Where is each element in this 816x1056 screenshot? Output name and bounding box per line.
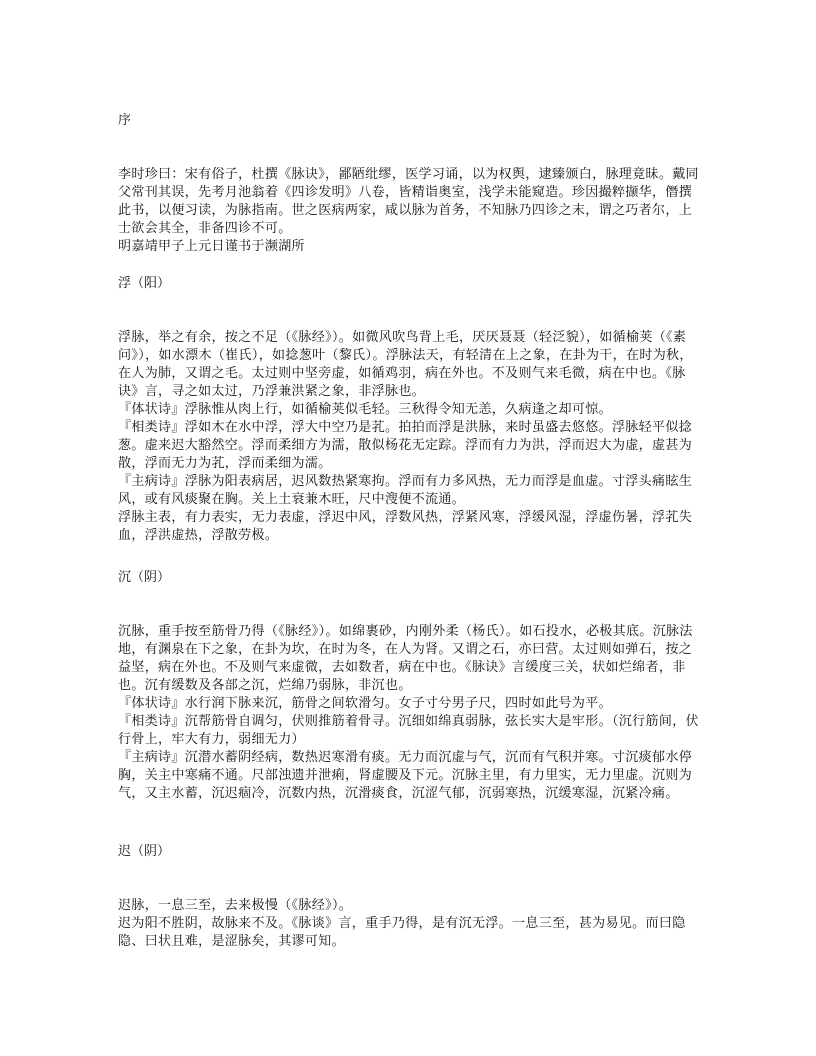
preface-paragraph: 李时珍曰：宋有俗子，杜撰《脉诀》，鄙陋纰缪，医学习诵，以为权舆，逮臻颁白，脉理竟昧。戴同父常刊其误，先考月池翁着《四诊发明》八卷，皆精诣奥室，浅学未能窥造。珍因撮粹撷华，僭撰此书，以便习读，为脉指南。世之医病两家，咸以脉为首务，不知脉乃四诊之末，谓之巧者尔，上士欲会其全，非备四诊不可。 (118, 167, 699, 236)
preface-signature: 明嘉靖甲子上元日谨书于濒湖所 (118, 239, 305, 254)
section-title-chen: 沉（阴） (118, 570, 171, 585)
poem-disease: 『主病诗』浮脉为阳表病居，迟风数热紧寒拘。浮而有力多风热，无力而浮是血虚。寸浮头痛眩生风，或有风痰聚在胸。关上土衰兼木旺，尺中溲便不流通。 (118, 474, 693, 507)
paragraph: 浮脉，举之有余，按之不足（《脉经》）。如微风吹鸟背上毛，厌厌聂聂（轻泛貌），如循榆荚（《素问》），如水漂木（崔氏），如捻葱叶（黎氏）。浮脉法天，有轻清在上之象，在卦为干，在时为秋，在人为肺，又谓之毛。太过则中坚旁虚，如循鸡羽，病在外也。不及则气来毛微，病在中也。《脉诀》言，寻之如太过，乃浮兼洪紧之象，非浮脉也。 (118, 330, 693, 399)
section-title-fu: 浮（阳） (118, 276, 171, 291)
poem-similar: 『相类诗』浮如木在水中浮，浮大中空乃是芤。拍拍而浮是洪脉，来时虽盛去悠悠。浮脉轻平似捻葱。虚来迟大豁然空。浮而柔细方为濡，散似杨花无定踪。浮而有力为洪，浮而迟大为虚，虚甚为散，浮而无力为芤，浮而柔细为濡。 (118, 420, 693, 471)
section-body-chen (118, 623, 700, 803)
poem-form: 『体状诗』水行润下脉来沉，筋骨之间软滑匀。女子寸兮男子尺，四时如此号为平。 (118, 696, 612, 711)
preface-body (118, 166, 700, 256)
poem-form: 『体状诗』浮脉惟从肉上行，如循榆荚似毛轻。三秋得令知无恙，久病逢之却可惊。 (118, 402, 612, 417)
section-title-chi: 迟（阴） (118, 844, 171, 859)
paragraph: 迟为阳不胜阴，故脉来不及。《脉谈》言，重手乃得，是有沉无浮。一息三至，甚为易见。而曰隐隐、曰状且难，是涩脉矣，其谬可知。 (118, 916, 686, 949)
preface-title: 序 (118, 113, 132, 128)
section-body-fu (118, 329, 700, 545)
poem-similar: 『相类诗』沉帮筋骨自调匀，伏则推筋着骨寻。沉细如绵真弱脉，弦长实大是牢形。（沉行筋间，伏行骨上，牢大有力，弱细无力） (118, 714, 699, 747)
section-body-chi (118, 897, 700, 951)
paragraph: 沉脉，重手按至筋骨乃得（《脉经》）。如绵裹砂，内刚外柔（杨氏）。如石投水，必极其底。沉脉法地，有渊泉在下之象，在卦为坎，在时为冬，在人为肾。又谓之石，亦曰营。太过则如弹石，按之益坚，病在外也。不及则气来虚微，去如数者，病在中也。《脉诀》言缓度三关，状如烂绵者，非也。沉有缓数及各部之沉，烂绵乃弱脉，非沉也。 (118, 624, 693, 693)
poem-disease: 『主病诗』沉潜水蓄阴经病，数热迟寒滑有痰。无力而沉虚与气，沉而有气积并寒。寸沉痰郁水停胸，关主中寒痛不通。尺部浊遗并泄痢，肾虚腰及下元。沉脉主里，有力里实，无力里虚。沉则为气，又主水蓄，沉迟痼冷，沉数内热，沉滑痰食，沉涩气郁，沉弱寒热，沉缓寒湿，沉紧冷痛。 (118, 750, 693, 801)
paragraph: 迟脉，一息三至，去来极慢（《脉经》）。 (118, 898, 353, 913)
paragraph-summary: 浮脉主表，有力表实，无力表虚，浮迟中风，浮数风热，浮紧风寒，浮缓风湿，浮虚伤暑，浮芤失血，浮洪虚热，浮散劳极。 (118, 510, 693, 543)
